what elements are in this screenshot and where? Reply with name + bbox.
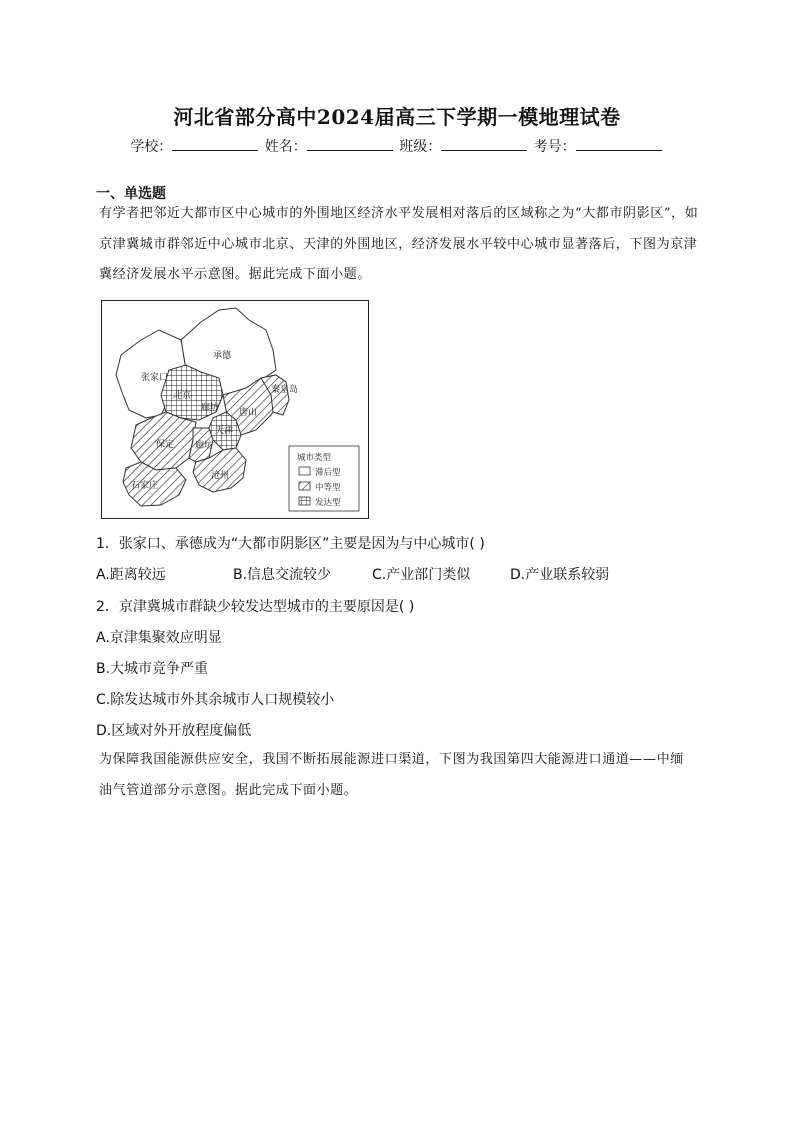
question-1-stem: 1．张家口、承德成为“大都市阴影区”主要是因为与中心城市( ) — [96, 536, 485, 552]
q1-option-a[interactable]: A.距离较远 — [96, 567, 166, 583]
label-cangzhou: 沧州 — [211, 471, 230, 481]
q1-option-d[interactable]: D.产业联系较弱 — [510, 567, 610, 583]
number-blank[interactable] — [576, 136, 662, 151]
intro-paragraph-1: 有学者把邻近大都市区中心城市的外围地区经济水平发展相对落后的区域称之为“大都市阴影区”，如京津冀城市群邻近中心城市北京、天津的外围地区，经济发展水平较中心城市显著落后，下图为京津冀经济发展水平示意图。据此完成下面小题。 — [99, 206, 699, 282]
label-tangshan: 唐山 — [239, 408, 258, 418]
label-baoding: 保定 — [156, 440, 175, 450]
jingjinji-map — [101, 300, 369, 519]
number-label: 考号： — [533, 139, 576, 155]
q2-option-b[interactable]: B.大城市竞争严重 — [96, 661, 209, 677]
label-langfang-north: 廊坊 — [201, 403, 220, 413]
section-heading: 一、单选题 — [96, 186, 166, 202]
question-2-stem: 2．京津冀城市群缺少较发达型城市的主要原因是( ) — [96, 599, 415, 615]
label-shijiazhuang: 石家庄 — [131, 481, 159, 491]
legend-item-developed: 发达型 — [315, 498, 341, 508]
name-blank[interactable] — [307, 136, 393, 151]
label-zhangjiakou: 张家口 — [141, 373, 169, 383]
exam-title: 河北省部分高中2024届高三下学期一模地理试卷 — [173, 105, 621, 129]
name-label: 姓名： — [264, 139, 307, 155]
q2-option-c[interactable]: C.除发达城市外其余城市人口规模较小 — [96, 692, 335, 708]
school-blank[interactable] — [172, 136, 258, 151]
class-blank[interactable] — [441, 136, 527, 151]
legend-item-lagging: 滞后型 — [315, 468, 341, 478]
label-qinhuangdao: 秦皇岛 — [271, 385, 299, 395]
label-tianjin: 天津 — [215, 426, 234, 436]
label-beijing: 北京 — [173, 391, 192, 401]
intro-paragraph-2: 为保障我国能源供应安全，我国不断拓展能源进口渠道，下图为我国第四大能源进口通道——中缅油气管道部分示意图。据此完成下面小题。 — [99, 752, 684, 798]
legend-item-medium: 中等型 — [315, 483, 341, 493]
class-label: 班级： — [399, 139, 442, 155]
label-langfang-south: 廊坊 — [195, 441, 214, 451]
q1-option-c[interactable]: C.产业部门类似 — [372, 567, 471, 583]
legend-title: 城市类型 — [297, 453, 332, 463]
q2-option-d[interactable]: D.区域对外开放程度偏低 — [96, 723, 252, 739]
q1-option-b[interactable]: B.信息交流较少 — [233, 567, 332, 583]
map-legend — [289, 446, 359, 511]
q2-option-a[interactable]: A.京津集聚效应明显 — [96, 630, 222, 646]
label-chengde: 承德 — [213, 351, 232, 361]
school-label: 学校： — [130, 139, 173, 155]
student-info-line — [0, 136, 794, 156]
